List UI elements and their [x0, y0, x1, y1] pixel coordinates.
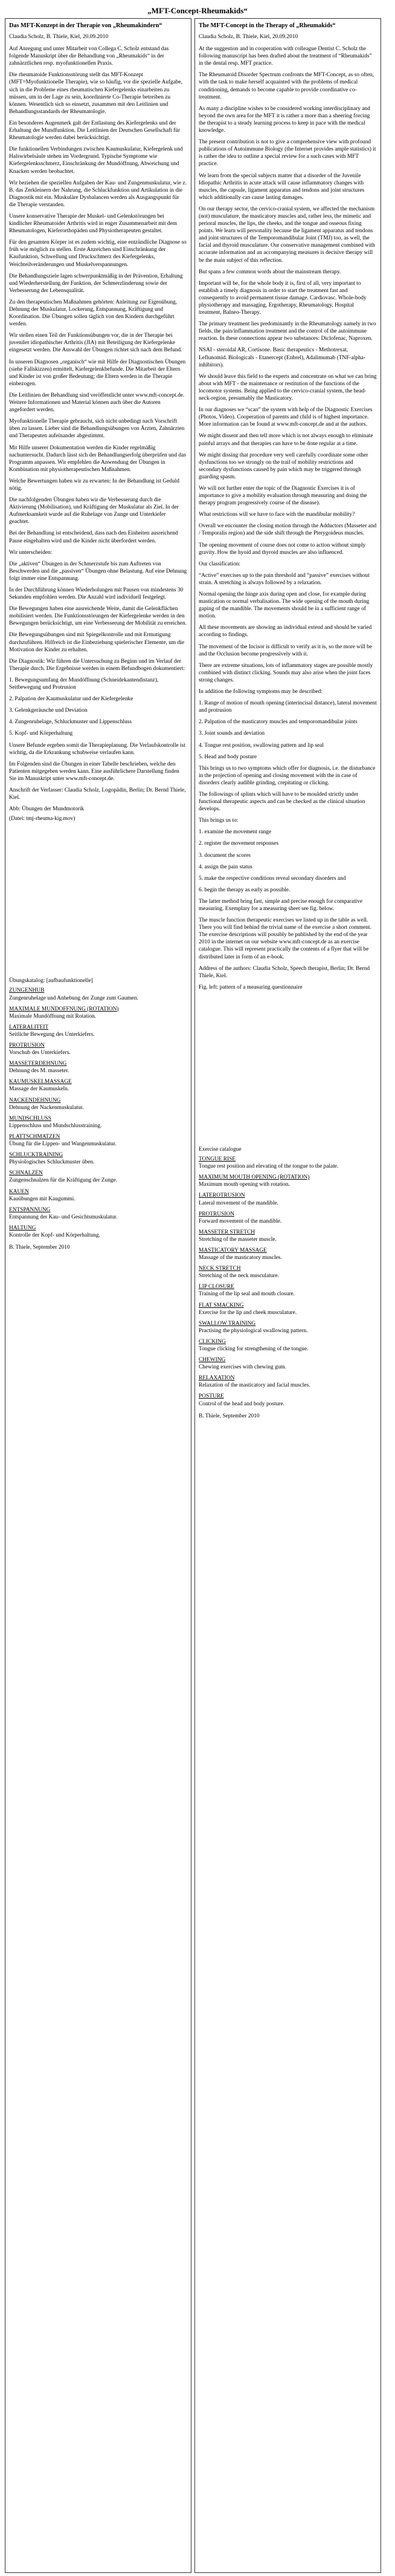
paragraph: Anschrift der Verfasser: Claudia Scholz, Logopädin, Berlin; Dr. Bernd Thiele, Kiel.	[9, 787, 186, 801]
paragraph: The movement of the Incisor is difficult to verify as it is, so the more will be and the Occlusion become progressively with it.	[199, 643, 373, 657]
paragraph: 4. Tongue rest position, swallowing pattern and lip seal	[199, 742, 324, 749]
exercise-name: NECK STRETCH	[199, 1266, 241, 1272]
paragraph: 5. Kopf- und Körperhaltung	[9, 730, 73, 737]
english-exercise-caption: Exercise catalogue	[199, 1146, 242, 1153]
paragraph: Bei der Behandlung ist entscheidend, dass nach den Einheiten ausreichend Pause eingehalten wird und die Kinder nicht überfordert werden.	[9, 530, 178, 544]
exercise-name: TONGUE RISE	[199, 1156, 236, 1163]
paragraph: Important will be, for the whole body it is, first of all, very important to establish a timely diagnosis in order to start the treatment fast and consequently to avoid permanent tissue damage. Cardiovasc. Whole-body physiotherapy and massaging, Ergotherapy, Rheumatology, Hospital treatment, Balneo-Therapy.	[199, 280, 367, 316]
exercise-name: CHEWING	[199, 1357, 226, 1364]
paragraph: Address of the authors: Claudia Scholz, Speech therapist, Berlin; Dr. Bernd Thiele, Kiel.	[199, 965, 370, 979]
german-figure-space	[9, 826, 187, 971]
paragraph: We might dissent and then tell more which is not always enough to eliminate painful arrays and that therapies can have to be done regular at a time.	[199, 433, 373, 447]
exercise-name: SWALLOW TRAINING	[199, 1320, 256, 1327]
paragraph: The opening movement of course does not come to action without simply gravity. How the hyoid and thyroid muscles are also influenced.	[199, 542, 366, 556]
exercise-description: Control of the head and body posture.	[199, 1400, 284, 1407]
exercise-description: Vorschub des Unterkiefers.	[9, 1050, 71, 1056]
paragraph: Die funktionellen Verbindungen zwischen Kaumuskulatur, Kiefergelenk und Halswirbelsäule stehen im Vordergrund. Typische Symptome wie Kiefergelenksschmerz, Einschränkung der Mundöffnung, Abweichung und Knacken werden beobachtet.	[9, 146, 183, 175]
exercise-description: Dehnung des M. masseter.	[9, 1068, 69, 1075]
german-signature: B. Thiele, September 2010	[9, 1244, 70, 1251]
english-heading: The MFT-Concept in the Therapy of „Rheumakids“	[199, 22, 336, 29]
paragraph: Wir unterscheiden:	[9, 549, 53, 556]
paragraph: 3. document the scores	[199, 852, 251, 859]
exercise-description: Kontrolle der Kopf- und Körperhaltung.	[9, 1232, 100, 1238]
german-heading: Das MFT-Konzept in der Therapie von „Rheumakindern“	[9, 22, 162, 29]
paragraph: Im Folgenden sind die Übungen in einer Tabelle beschrieben, welche den Patienten mitgegeben werden kann. Eine ausführlichere Darstellung finden Sie im Manuskript unter www.mft-concept.de.	[9, 761, 179, 782]
exercise-name: HALTUNG	[9, 1225, 36, 1231]
paragraph: NSAI - steroidal AR, Cortisone. Basic therapeutics - Methotrexat, Leflunomid. Biologicals - Etanercept (Enbrel), Adalimumab (TNF-alpha-inhibitors).	[199, 347, 365, 368]
paragraph: 2. Palpation of the masticatory muscles and temporomandibular joints	[199, 719, 358, 726]
paragraph: Die rheumatoide Funktionsstörung stellt das MFT-Konzept (MFT=Myofunktionelle Therapie), wie so häufig, vor die spezielle Aufgabe, sich in die Probleme eines rheumatischen Kiefergelenks einarbeiten zu müssen, um in der Lage zu sein, koordinierte Co-Therapie betreiben zu können. Wesentlich sich so einsetzt, zusammen mit den Leitlinien und Behandlungsstandards der Rheumatologie.	[9, 72, 183, 115]
exercise-name: MAXIMALE MUNDOFFNUNG (ROTATION)	[9, 1006, 119, 1012]
exercise-name: CLICKING	[199, 1338, 226, 1345]
paragraph: Overall we encounter the closing motion through the Adductors (Masseter and / Temporalis region) and the side shift through the Pterygoideus muscles.	[199, 523, 377, 537]
paragraph: The followings of splints which will have to be moulded strictly under functional therapeutic aspects and can be checked as the clinical situation develops.	[199, 791, 365, 813]
exercise-name: LIP CLOSURE	[199, 1284, 234, 1290]
exercise-description: Zungenruhelage und Anhebung der Zunge zum Gaumen.	[9, 995, 138, 1001]
english-column	[194, 18, 381, 2573]
exercise-description: Training of the lip seal and mouth closure.	[199, 1291, 295, 1298]
exercise-name: MASSETER STRETCH	[199, 1229, 255, 1235]
paragraph: We might dissing that procedure very well carefully coordinate some other dysfunctions too we strongly on the trail of mobility restrictions and secondary dysfunctions caused by pain which may be triggered through guarding spasm.	[199, 452, 368, 480]
paragraph: Die Bewegungsübungen sind mit Spiegelkontrolle und mit Ermutigung durchzuführen. Hilfreich ist die Einbeziehung spielerischer Elemente, um die Motivation der Kinder zu erhalten.	[9, 632, 184, 653]
exercise-name: ENTSPANNUNG	[9, 1206, 51, 1213]
paragraph: As many a discipline wishes to be considered working interdisciplinary and beyond the own area for the MFT it is rather a more than a sheering forcing the therapist to a steady learning process to keep in pace with the medical knowledge.	[199, 105, 370, 134]
paragraph: Wir stellen einen Teil der Funktionsübungen vor, die in der Therapie bei juveniler idiopathischer Arthritis (JIA) mit Beteiligung der Kiefergelenke eingesetzt werden. Die Auswahl der Übungen richtet sich nach dem Befund.	[9, 333, 182, 354]
exercise-name: MASSETERDEHNUNG	[9, 1061, 67, 1067]
exercise-name: MUNDSCHLUSS	[9, 1115, 51, 1122]
exercise-description: Kauübungen mit Kaugummi.	[9, 1195, 75, 1202]
exercise-name: LATEROTRUSION	[199, 1192, 245, 1199]
german-meta: Claudia Scholz, B. Thiele, Kiel, 20.09.2010	[9, 34, 109, 40]
paragraph: Normal opening the hinge axis during open and close, for example during mastication or normal verbalisation. The wide opening of the mouth during gaping of the mandible. The movements should be in a sufficient range of motion.	[199, 591, 370, 620]
english-meta: Claudia Scholz, B. Thiele, Kiel, 20.09.2010	[199, 34, 298, 40]
paragraph: 2. register the movement responses	[199, 841, 278, 847]
exercise-name: RELAXATION	[199, 1375, 235, 1382]
paragraph: 1. Bewegungsumfang der Mundöffnung (Schneidekantendistanz), Seitbewegung und Protrusion	[9, 677, 159, 691]
exercise-name: SCHLUCKTRAINING	[9, 1152, 63, 1159]
paragraph: In der Durchführung können Wiederholungen mit Pausen von mindestens 30 Sekunden empfohlen werden. Die Anzahl wird individuell festgelegt.	[9, 587, 184, 601]
paragraph: “Active” exercises up to the pain threshold and “passive” exercises without strain. A stretching is always followed by a relaxation.	[199, 572, 370, 586]
paragraph: What restrictions will we have to face with the mandibular mobility?	[199, 512, 355, 518]
paragraph: All these movements are showing an individual extend and should be varied according to findings.	[199, 625, 372, 639]
exercise-name: FLAT SMACKING	[199, 1302, 244, 1309]
exercise-name: PLATTSCHMATZEN	[9, 1133, 60, 1140]
exercise-name: PROTRUSION	[199, 1211, 234, 1217]
exercise-name: POSTURE	[199, 1393, 224, 1400]
paragraph: The present contribution is not to give a comprehensive view with profound publications of Autoimmune Biology (the Internet provides ample statistics) it is rather the idea to outline a special review for a such cases with MFT practice.	[199, 139, 376, 168]
german-figure-file: (Datei: tmj-rheuma-kig.mov)	[9, 816, 75, 822]
exercise-description: Forward movement of the mandible.	[199, 1218, 282, 1225]
exercise-name: ZUNGENHUB	[9, 987, 45, 994]
paragraph: Our classification:	[199, 561, 240, 567]
paragraph: We will not further enter the topic of the Diagnostic Exercises it is of importance to give a mobility evaluation through measuring and doing the therapy program progressively course of the disease).	[199, 485, 367, 507]
exercise-description: Lippenschluss und Mundschlusstraining.	[9, 1122, 102, 1129]
paragraph: Myofunktionelle Therapie gebraucht, sich nicht unbedingt nach Vorschrift üben zu lassen. Lieber sind die Behandlungsübungen von Ärzten, Zahnärzten und Therapeuten aufeinander abgestimmt.	[9, 418, 185, 440]
exercise-description: Lateral movement of the mandible.	[199, 1200, 278, 1206]
paragraph: 6. begin the therapy as early as possible.	[199, 886, 291, 893]
exercise-description: Tongue rest position and elevating of the tongue to the palate.	[199, 1163, 339, 1170]
english-exercise-list	[199, 1156, 377, 1408]
paragraph: Zu den therapeutischen Maßnahmen gehörten: Anleitung zur Eigenübung, Dehnung der Muskulatur, Lockerung, Entspannung, Kräftigung und Koordination. Die Übungen sollen täglich von den Kindern durchgeführt werden.	[9, 299, 178, 328]
paragraph: Die Leitlinien der Behandlung sind veröffentlicht unter www.mft-concept.de. Weitere Informationen und Material können auch über die Autoren angefordert werden.	[9, 392, 185, 414]
paragraph: 2. Palpation der Kaumuskulatur und der Kiefergelenke	[9, 696, 133, 703]
exercise-description: Exercise for the lip and cheek musculature.	[199, 1309, 297, 1316]
paragraph: 3. Gelenkgeräusche und Deviation	[9, 707, 88, 714]
exercise-name: PROTRUSION	[9, 1042, 45, 1049]
german-exercise-list	[9, 987, 187, 1239]
paragraph: 4. assign the pain status	[199, 864, 252, 870]
exercise-description: Massage der Kaumuskeln.	[9, 1086, 69, 1093]
english-signature: B. Thiele, September 2010	[199, 1413, 260, 1419]
english-body	[199, 45, 377, 980]
paragraph: The latter method bring fast, simple and precise enough for comparative measuring. Exemplary for a measuring sheet see fig. below.	[199, 898, 363, 912]
paragraph: This brings us to two symptoms which offer for diagnosis, i.e. the disturbance in the projection of opening and closing movement with the in case of disorders clearly audible grinding, crepitating or clicking.	[199, 765, 376, 786]
english-figure-space	[199, 995, 377, 1140]
exercise-description: Dehnung der Nackenmuskulatur.	[9, 1104, 84, 1111]
paragraph: 5. Head and body posture	[199, 753, 257, 760]
paragraph: The primary treatment lies predominantly in the Rheumatology namely in two fields, the pain/inflammation treatment and the control of the autoimmune reaction. In these connections appear two substances: Diclofenac, Naproxen.	[199, 321, 376, 342]
exercise-description: Relaxation of the masticatory and facial muscles.	[199, 1382, 310, 1389]
exercise-name: MAXIMUM MOUTH OPENING (ROTATION)	[199, 1174, 310, 1181]
exercise-name: LATERALITEIT	[9, 1024, 49, 1030]
exercise-description: Entspannung der Kau- und Gesichtsmuskulatur.	[9, 1214, 118, 1220]
exercise-description: Physiologisches Schluckmuster üben.	[9, 1159, 95, 1166]
exercise-description: Practising the physiological swallowing pattern.	[199, 1327, 308, 1334]
paragraph: Die Behandlungsziele lagen schwerpunktmäßig in der Prävention, Erhaltung und Wiederherstellung der Funktion, der Schmerzlinderung sowie der Verbesserung der Lebensqualität.	[9, 273, 183, 294]
paragraph: We should leave this field to the experts and concentrate on what we can bring about with MFT - the maintenance or restitution of the functions of the locomotor systems. Being applied to the cervico-cranial system, the head-neck-region, presumably the Masticatory.	[199, 373, 377, 402]
paragraph: Unsere Befunde ergeben somit die Therapieplanung. Die Verlaufskontrolle ist wichtig, da die Erkrankung schubweise verlaufen kann.	[9, 742, 185, 756]
exercise-description: Tongue clicking for strengthening of the tongue.	[199, 1346, 309, 1352]
paragraph: 1. Range of motion of mouth opening (interincisal distance), lateral movement and protrusion	[199, 700, 377, 714]
paragraph: 3. Joint sounds and deviation	[199, 730, 265, 737]
exercise-name: NACKENDEHNUNG	[9, 1097, 61, 1104]
paragraph: Auf Anregung und unter Mitarbeit von Collega C. Scholz entstand das folgende Manuskript über die Behandlung von „Rheumakids“ in der zahnärztlichen resp. myofunktionellen Praxis.	[9, 46, 169, 67]
paragraph: The muscle function therapeutic exercises we listed up in the table as well. There you will find behind the trivial name of the exercise a short comment. The exercise descriptions will possibly be published by the end of the year 2010 in the internet on our website www.mft-concept.de as an exercise catalogue. This will represent practically the contents of a flyer that will be distributed later in form of an e-book.	[199, 917, 371, 960]
paragraph: In unseren Diagnosen „organisch“ wie mit Hilfe der Diagnostischen Übungen (siehe Fallskizzen) ermittelt, Kiefergelenkbefunde. Die Mitarbeit der Eltern und Kinder ist von großer Bedeutung; die Eltern werden in die Therapie einbezogen.	[9, 359, 186, 387]
paragraph: Die nachfolgenden Übungen haben wir die Verbesserung durch die Aktivierung (Mobilisation), und Kräftigung der Muskulatur als Ziel. In der Aufmerksamkeit wurde auf die Ruhelage von Zunge und Unterkiefer geachtet.	[9, 497, 179, 525]
paragraph: But spans a few common words about the mainstream therapy.	[199, 268, 341, 275]
paragraph: Welche Bewertungen haben wir zu erwarten: In der Behandlung ist Geduld nötig.	[9, 478, 179, 492]
paragraph: This brings us to:	[199, 818, 239, 824]
paragraph: At the suggestion and in cooperation with colleague Dentist C. Scholz the following manuscript has been drafted about the treatment of “Rheumakids” in the dental resp. MFT practice.	[199, 46, 372, 67]
paragraph: Für den gesamten Körper ist es zudem wichtig, eine entzündliche Diagnose so früh wie möglich zu stellen. Erste Anzeichen sind Einschränkung der Kaufunktion, Schwellung und Druckschmerz des Kiefergelenks, Weichteilveränderungen und Muskelverspannungen.	[9, 239, 187, 268]
exercise-name: KAUEN	[9, 1188, 29, 1195]
paragraph: Wir beziehen die speziellen Aufgaben der Kau- und Zungenmuskulatur, wie z. B. das Zerkleinern der Nahrung, die Schluckfunktion und Artikulation in die Diagnostik mit ein. Muskuläre Dysbalancen werden als Ausgangspunkt für die Therapie verstanden.	[9, 180, 187, 208]
exercise-description: Zungenschnalzen für die Kräftigung der Zunge.	[9, 1177, 118, 1184]
exercise-description: Maximale Mundöffnung mit Rotation.	[9, 1013, 97, 1020]
exercise-description: Stretching of the neck musculature.	[199, 1273, 280, 1280]
german-exercise-caption: Übungskatalog: [aufbaufunktionelle]	[9, 978, 93, 984]
exercise-description: Seitliche Bewegung des Unterkiefers.	[9, 1031, 95, 1038]
paragraph: Unsere konservative Therapie der Muskel- und Gelenkstörungen bei kindlicher Rheumatoider Arthritis wird in enger Zusammenarbeit mit dem Rheumatologen, Kieferorthopäden und Physiotherapeuten gestaltet.	[9, 213, 178, 235]
paragraph: In our diagnoses we “scan” the system with help of the Diagnostic Exercises (Photos, Video). Cooperation of parents and child is of highest importance. More information can be found at www.mft-concept.de and at the authors.	[199, 407, 373, 428]
german-body	[9, 45, 187, 801]
page-title: „MFT-Concept-Rheumakids“	[147, 6, 248, 15]
exercise-description: Stretching of the masseter muscle.	[199, 1236, 277, 1243]
paragraph: 4. Zungenruhelage, Schluckmuster und Lippenschluss	[9, 719, 132, 726]
exercise-description: Chewing exercises with chewing gum.	[199, 1364, 287, 1371]
german-column	[5, 18, 191, 2573]
english-figure-caption: Fig. left: pattern of a measuring questionnaire	[199, 984, 303, 990]
german-figure-caption: Abb: Übungen der Mundmotorik	[9, 806, 85, 813]
paragraph: We learn from the special subjects matter that a disorder of the Juvenile Idiopathic Arthritis in acute attack will cause inflammatory changes with muscles, the capsule, ligament apparatus and tendons and joint structures which additionally can cause lasting damages.	[199, 172, 365, 201]
paragraph: In addition the following symptoms may be described:	[199, 689, 323, 695]
exercise-description: Übung für die Lippen- und Wangenmuskulatur.	[9, 1141, 117, 1148]
exercise-name: SCHNALZEN	[9, 1170, 43, 1177]
paragraph: Die Bewegungen haben eine ausreichende Weite, damit die Gelenkflächen mobilisiert werden. Die Funktionsstörungen der Kiefergelenke werden in den Bewegungen berücksichtigt, um eine Verbesserung der Mobilität zu erreichen.	[9, 606, 187, 627]
exercise-name: MASTICATORY MASSAGE	[199, 1247, 267, 1254]
exercise-description: Massage of the masticatory muscles.	[199, 1255, 282, 1261]
paragraph: Die „aktiven“ Übungen in der Schmerzstufe bis zum Auftreten von Beschwerden und die „passiven“ Übungen ohne Belastung. Auf eine Dehnung folgt immer eine Entspannung.	[9, 561, 187, 582]
paragraph: The Rheumatoid Disorder Spectrum confronts the MFT-Concept, as so often, with the task to make herself acquainted with the problems of medical conditioning, demands to become capable to provide coordinative co-treatment.	[199, 72, 374, 100]
paragraph: There are extreme situations, lots of inflammatory stages are possible mostly combined with distinct clicking. Sounds may also arise when the joint faces strong changes.	[199, 662, 373, 683]
exercise-description: Maximum mouth opening with rotation.	[199, 1182, 290, 1188]
exercise-name: KAUMUSKELMASSAGE	[9, 1079, 72, 1085]
paragraph: 1. examine the movement range	[199, 829, 272, 836]
paragraph: Die Diagnostik: Wir führen die Untersuchung zu Beginn und im Verlauf der Therapie durch. Die Ergebnisse werden in einem Befundbogen dokumentiert:	[9, 658, 185, 672]
paragraph: Mit Hilfe unserer Dokumentation werden die Kinder regelmäßig nachuntersucht. Dadurch lässt sich der Behandlungserfolg überprüfen und das Programm anpassen. Wir empfehlen die Anwendung der Übungen in Kombination mit physiotherapeutischen Maßnahmen.	[9, 444, 186, 473]
paragraph: On our therapy sector, the cervico-cranial system, we affected the mechanism (not) musculature, the masticatory muscles and, rather less, the mimetic and perioral muscles, the lips, the cheeks, and the tongue and osseous fixing points. We learn will personality because the ligament apparatus and tendons and joint structures of the Temporomandibular Joint (TMJ) too, as well, the facial and thyroid musculature. Our conservative management combined with accurate information and an accompanying measures is decisive therapy will be the main subject of this reflection.	[199, 206, 375, 264]
paragraph: 5. make the respective conditions reveal secondary disorders and	[199, 875, 346, 882]
paragraph: Ein besonderes Augenmerk galt der Entlastung des Kiefergelenks und der Erhaltung der Mundfunktion. Die Leitlinien der Deutschen Gesellschaft für Rheumatologie werden dabei berücksichtigt.	[9, 120, 180, 141]
